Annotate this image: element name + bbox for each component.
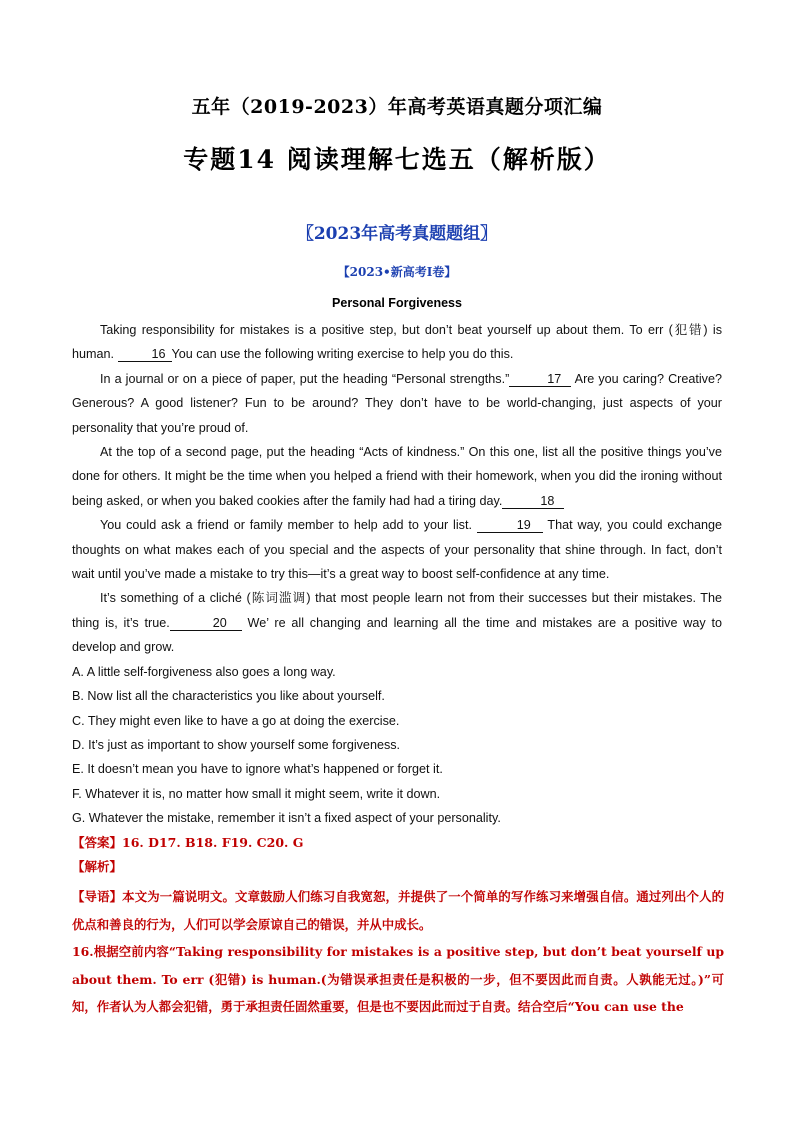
answer-blank-19: 19 — [477, 518, 543, 533]
answer-blank-20: 20 — [170, 616, 242, 631]
paragraph-text: You could ask a friend or family member to help add to your list. — [100, 518, 472, 533]
option-f: F. Whatever it is, no matter how small it might seem, write it down. — [72, 786, 441, 801]
paragraph-text: That way, you could exchange thoughts on what makes each of you special and the aspects of your personality that shine through. In fact, don’t wait until you’ve made a mistake to try this—it’s a great way to boost self-confidence at any time. — [72, 518, 723, 582]
explanation-q16: 16.根据空前内容“Taking responsibility for mistakes is a positive step, but don’t beat yourself up about them. To err (犯错) is human.(为错误承担责任是积极的一步，但不要因此而自责。人孰能无过。)”可知，作者认为人都会犯错，勇于承担责任固然重要，但是也不要因此而过于自责。结合空后“You can use the — [72, 944, 724, 1014]
option-b: B. Now list all the characteristics you like about yourself. — [72, 689, 385, 704]
paragraph-text: You can use the following writing exercise to help you do this. — [171, 347, 514, 362]
paragraph-text: At the top of a second page, put the heading “Acts of kindness.” On this one, list all the positive things you’ve done for others. It might be the time when you helped a friend with their homework, when you did the ironing without being asked, or when you baked cookies after the family had had a tiring day. — [72, 445, 722, 508]
document-title: 五年（2019-2023）年高考英语真题分项汇编 — [191, 96, 603, 118]
paragraph-text: It’s something of a cliché (陈词滥调) that most people learn not from their successes but their mistakes. The thing is, it’s true. — [72, 591, 722, 630]
passage-paragraph-1 — [72, 318, 722, 367]
passage-paragraph-3 — [72, 440, 722, 513]
answer-section — [72, 831, 722, 879]
option-g: G. Whatever the mistake, remember it isn’t a fixed aspect of your personality. — [72, 811, 501, 826]
option-d: D. It’s just as important to show yourself some forgiveness. — [72, 737, 401, 752]
passage-paragraph-4 — [72, 513, 722, 586]
document-subtitle: 专题14 阅读理解七选五（解析版） — [183, 145, 611, 174]
guide-text: 【导语】本文为一篇说明文。文章鼓励人们练习自我宽恕，并提供了一个简单的写作练习来增强自信。通过列出个人的优点和善良的行为，人们可以学会原谅自己的错误，并从中成长。 — [72, 889, 724, 932]
answer-blank-17: 17 — [509, 372, 571, 387]
passage-paragraph-2 — [72, 367, 722, 440]
answer-key: 【答案】16. D17. B18. F19. C20. G — [72, 835, 304, 850]
question-group-heading: 〖2023年高考真题题组〗 — [296, 224, 498, 244]
analysis-label: 【解析】 — [72, 859, 123, 874]
exam-source-label: 【2023•新高考I卷】 — [337, 265, 457, 279]
paragraph-text: Taking responsibility for mistakes is a positive step, but don’t beat yourself up about them. To err (犯错) is human. — [72, 323, 722, 362]
option-e: E. It doesn’t mean you have to ignore what’s happened or forget it. — [72, 762, 443, 777]
passage-paragraph-5 — [72, 586, 722, 659]
option-c: C. They might even like to have a go at doing the exercise. — [72, 713, 400, 728]
paragraph-text: In a journal or on a piece of paper, put the heading “Personal strengths.” — [100, 371, 510, 386]
explanation-section — [72, 883, 724, 1021]
paragraph-text: We’ re all changing and learning all the time and mistakes are a positive way to develop and grow. — [72, 615, 722, 655]
passage-body — [72, 318, 722, 831]
paragraph-text: Are you caring? Creative? Generous? A good listener? Fun to be around? They don’t have to be world-changing, just aspects of your personality that you’re proud of. — [72, 371, 722, 435]
answer-blank-16: 16 — [118, 347, 172, 362]
option-a: A. A little self-forgiveness also goes a long way. — [72, 664, 336, 679]
answer-blank-18: 18 — [502, 494, 564, 509]
passage-title: Personal Forgiveness — [332, 296, 462, 310]
